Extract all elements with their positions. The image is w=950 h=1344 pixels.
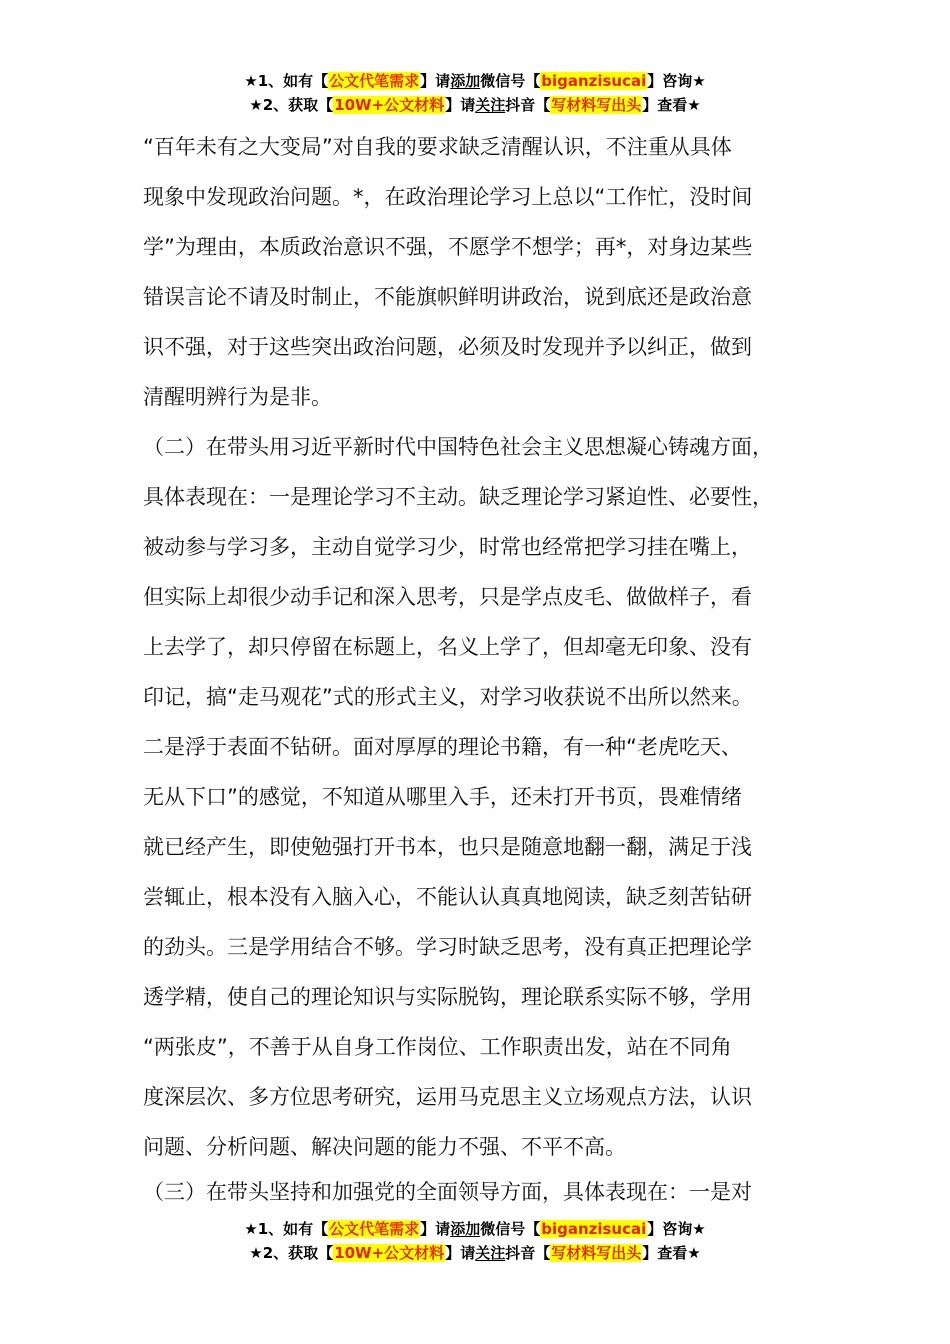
banner-highlight: 写材料写出头 xyxy=(551,96,642,114)
text-line: 透学精，使自己的理论知识与实际脱钩，理论联系实际不够，学用 xyxy=(143,985,752,1009)
banner-text: 微信号【 xyxy=(480,72,541,90)
section-heading-line: （二）在带头用习近平新时代中国特色社会主义思想凝心铸魂方面， xyxy=(143,435,773,459)
banner-highlight: 写材料写出头 xyxy=(551,1244,642,1262)
text-line: 的劲头。三是学用结合不够。学习时缺乏思考，没有真正把理论学 xyxy=(143,935,752,959)
banner-line-1 xyxy=(0,69,950,93)
text-line: 无从下口”的感觉，不知道从哪里入手，还未打开书页，畏难情绪 xyxy=(143,785,742,809)
banner-text: 】查看★ xyxy=(642,96,701,114)
text-line: 具体表现在：一是理论学习不主动。缺乏理论学习紧迫性、必要性， xyxy=(143,485,773,509)
banner-text: ★1、如有【 xyxy=(244,1220,329,1238)
banner-text: 】请 xyxy=(445,96,476,114)
banner-highlight: biganzisucai xyxy=(541,1220,647,1238)
text-line: 上去学了，却只停留在标题上，名义上学了，但却毫无印象、没有 xyxy=(143,635,752,659)
footer-banner xyxy=(0,1217,950,1265)
banner-highlight: 公文代笔需求 xyxy=(329,72,420,90)
banner-underline-text: 关注 xyxy=(475,96,506,114)
banner-text: 】请 xyxy=(420,72,451,90)
banner-line-2 xyxy=(0,93,950,117)
text-line: 识不强，对于这些突出政治问题，必须及时发现并予以纠正，做到 xyxy=(143,335,752,359)
header-banner xyxy=(0,69,950,117)
banner-text: 】咨询★ xyxy=(647,72,706,90)
banner-highlight: 公文代笔需求 xyxy=(329,1220,420,1238)
banner-text: 】请 xyxy=(445,1244,476,1262)
text-line: 清醒明辨行为是非。 xyxy=(143,385,332,409)
text-line: “两张皮”，不善于从自身工作岗位、工作职责出发，站在不同角 xyxy=(143,1035,732,1059)
banner-line-2 xyxy=(0,1241,950,1265)
section-heading-line: （三）在带头坚持和加强党的全面领导方面，具体表现在：一是对 xyxy=(143,1180,752,1204)
text-line: 问题、分析问题、解决问题的能力不强、不平不高。 xyxy=(143,1135,626,1159)
banner-text: ★1、如有【 xyxy=(244,72,329,90)
banner-underline-text: 添加 xyxy=(450,72,481,90)
text-line: 二是浮于表面不钻研。面对厚厚的理论书籍，有一种“老虎吃天、 xyxy=(143,735,742,759)
text-line: 现象中发现政治问题。*，在政治理论学习上总以“工作忙，没时间 xyxy=(143,185,753,209)
text-line: 尝辄止，根本没有入脑入心，不能认认真真地阅读，缺乏刻苦钻研 xyxy=(143,885,752,909)
banner-text: ★2、获取【 xyxy=(249,96,334,114)
banner-highlight: biganzisucai xyxy=(541,72,647,90)
banner-text: 抖音【 xyxy=(505,1244,551,1262)
banner-text: 】查看★ xyxy=(642,1244,701,1262)
banner-text: 】咨询★ xyxy=(647,1220,706,1238)
text-line: “百年未有之大变局”对自我的要求缺乏清醒认识，不注重从具体 xyxy=(143,135,732,159)
banner-text: ★2、获取【 xyxy=(249,1244,334,1262)
banner-highlight: 10W+公文材料 xyxy=(334,96,445,114)
text-line: 错误言论不请及时制止，不能旗帜鲜明讲政治，说到底还是政治意 xyxy=(143,285,752,309)
text-line: 印记，搞“走马观花”式的形式主义，对学习收获说不出所以然来。 xyxy=(143,685,753,709)
banner-text: 】请 xyxy=(420,1220,451,1238)
text-line: 就已经产生，即使勉强打开书本，也只是随意地翻一翻，满足于浅 xyxy=(143,835,752,859)
banner-line-1 xyxy=(0,1217,950,1241)
banner-text: 抖音【 xyxy=(505,96,551,114)
text-line: 学”为理由，本质政治意识不强，不愿学不想学；再*，对身边某些 xyxy=(143,235,753,259)
banner-underline-text: 添加 xyxy=(450,1220,481,1238)
text-line: 被动参与学习多，主动自觉学习少，时常也经常把学习挂在嘴上， xyxy=(143,535,752,559)
banner-underline-text: 关注 xyxy=(475,1244,506,1262)
text-line: 度深层次、多方位思考研究，运用马克思主义立场观点方法，认识 xyxy=(143,1085,752,1109)
banner-text: 微信号【 xyxy=(480,1220,541,1238)
banner-highlight: 10W+公文材料 xyxy=(334,1244,445,1262)
text-line: 但实际上却很少动手记和深入思考，只是学点皮毛、做做样子，看 xyxy=(143,585,752,609)
